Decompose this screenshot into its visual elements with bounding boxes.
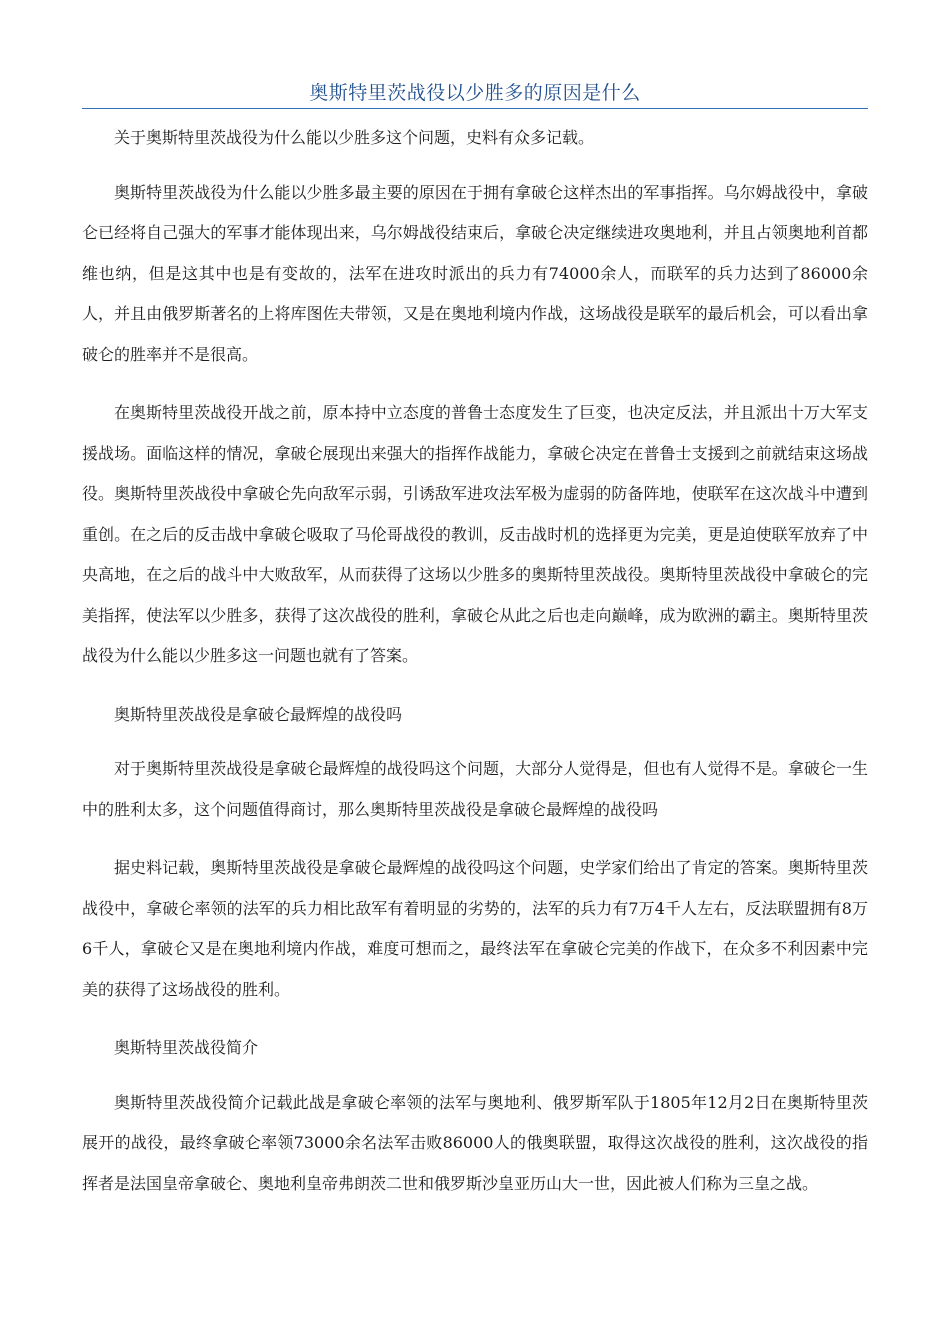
title-underline <box>82 108 868 109</box>
paragraph-battle-process: 在奥斯特里茨战役开战之前，原本持中立态度的普鲁士态度发生了巨变，也决定反法，并且派出十万大军支援战场。面临这样的情况，拿破仑展现出来强大的指挥作战能力，拿破仑决定在普鲁士支援到之前就结束这场战役。奥斯特里茨战役中拿破仑先向敌军示弱，引诱敌军进攻法军极为虚弱的防备阵地，使联军在这次战斗中遭到重创。在之后的反击战中拿破仑吸取了马伦哥战役的教训，反击战时机的选择更为完美，更是迫使联军放弃了中央高地，在之后的战斗中大败敌军，从而获得了这场以少胜多的奥斯特里茨战役。奥斯特里茨战役中拿破仑的完美指挥，使法军以少胜多，获得了这次战役的胜利，拿破仑从此之后也走向巅峰，成为欧洲的霸主。奥斯特里茨战役为什么能以少胜多这一问题也就有了答案。 <box>82 403 868 665</box>
section-heading-introduction: 奥斯特里茨战役简介 <box>114 1038 259 1057</box>
paragraph-historians-answer: 据史料记载，奥斯特里茨战役是拿破仑最辉煌的战役吗这个问题，史学家们给出了肯定的答案。奥斯特里茨战役中，拿破仑率领的法军的兵力相比敌军有着明显的劣势的，法军的兵力有7万4千人左右，反法联盟拥有8万6千人，拿破仑又是在奥地利境内作战，难度可想而之，最终法军在拿破仑完美的作战下，在众多不利因素中完美的获得了这场战役的胜利。 <box>82 858 868 999</box>
document-title: 奥斯特里茨战役以少胜多的原因是什么 <box>309 82 641 104</box>
paragraph-question: 对于奥斯特里茨战役是拿破仑最辉煌的战役吗这个问题，大部分人觉得是，但也有人觉得不是。拿破仑一生中的胜利太多，这个问题值得商讨，那么奥斯特里茨战役是拿破仑最辉煌的战役吗 <box>82 759 868 819</box>
paragraph-main-reason: 奥斯特里茨战役为什么能以少胜多最主要的原因在于拥有拿破仑这样杰出的军事指挥。乌尔姆战役中，拿破仑已经将自己强大的军事才能体现出来，乌尔姆战役结束后，拿破仑决定继续进攻奥地利，并且占领奥地利首都维也纳，但是这其中也是有变故的，法军在进攻时派出的兵力有74000余人，而联军的兵力达到了86000余人，并且由俄罗斯著名的上将库图佐夫带领，又是在奥地利境内作战，这场战役是联军的最后机会，可以看出拿破仑的胜率并不是很高。 <box>82 182 868 364</box>
paragraph-battle-introduction: 奥斯特里茨战役简介记载此战是拿破仑率领的法军与奥地利、俄罗斯军队于1805年12月2日在奥斯特里茨展开的战役，最终拿破仑率领73000余名法军击败86000人的俄奥联盟，取得这次战役的胜利，这次战役的指挥者是法国皇帝拿破仑、奥地利皇帝弗朗茨二世和俄罗斯沙皇亚历山大一世，因此被人们称为三皇之战。 <box>82 1092 868 1193</box>
document-body <box>82 118 868 1222</box>
paragraph-intro: 关于奥斯特里茨战役为什么能以少胜多这个问题，史料有众多记载。 <box>114 128 595 147</box>
section-heading-most-glorious: 奥斯特里茨战役是拿破仑最辉煌的战役吗 <box>114 704 403 724</box>
